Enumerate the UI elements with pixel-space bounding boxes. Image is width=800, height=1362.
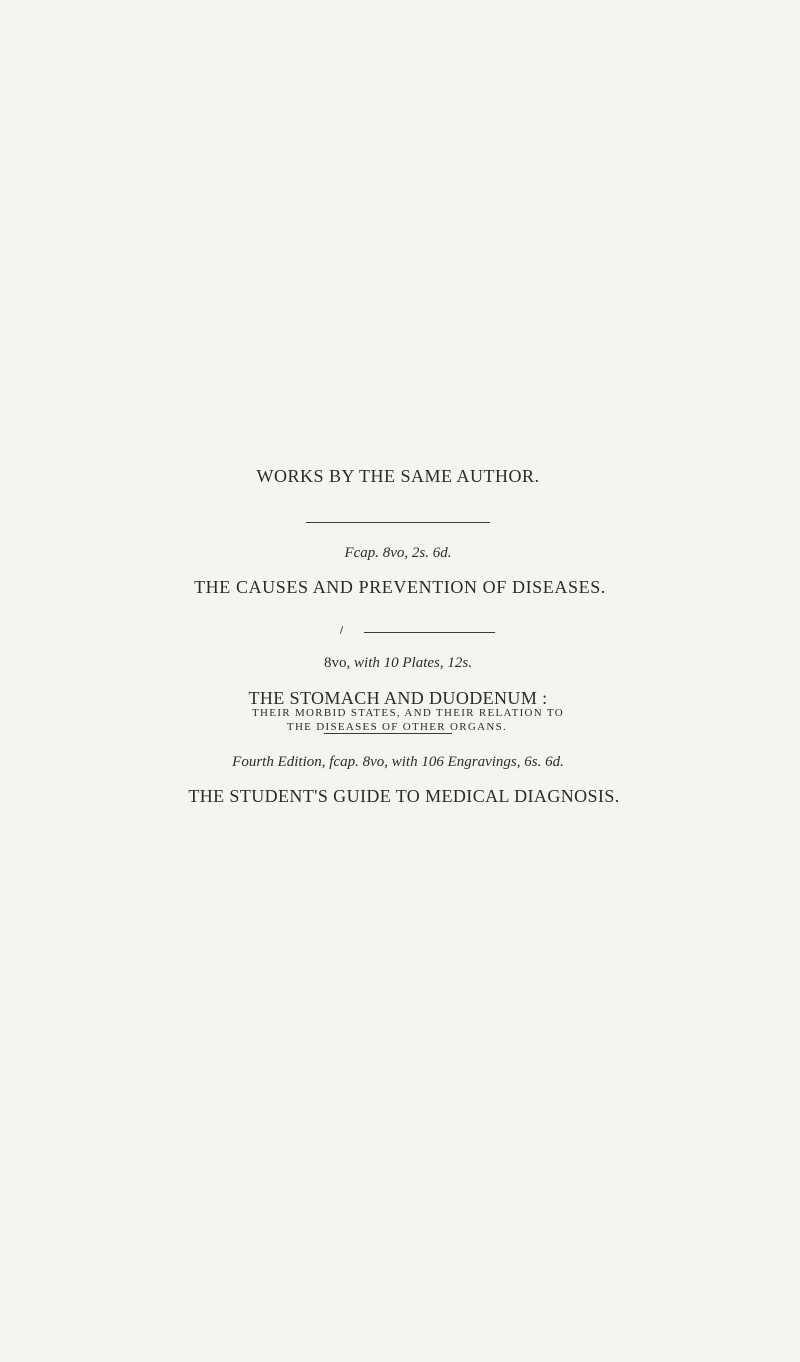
divider-rule — [440, 632, 495, 633]
page-heading: WORKS BY THE SAME AUTHOR. — [256, 466, 540, 486]
work-2-subtitle-line2: THE DISEASES OF OTHER ORGANS. — [286, 721, 508, 733]
divider-rule — [364, 632, 440, 633]
divider-rule — [306, 522, 490, 523]
divider-rule — [324, 733, 452, 734]
work-2-format — [0, 655, 798, 672]
work-1-title: THE CAUSES AND PREVENTION OF DISEASES. — [194, 577, 606, 597]
work-1-format: Fcap. 8vo, 2s. 6d. — [344, 545, 452, 561]
work-2-format-italic: with 10 Plates, 12s. — [354, 655, 472, 671]
ink-mark — [340, 626, 343, 634]
work-3-format: Fourth Edition, fcap. 8vo, with 106 Engravings, 6s. 6d. — [232, 754, 564, 770]
work-2-title: THE STOMACH AND DUODENUM : — [248, 688, 548, 708]
work-2-subtitle-line1: THEIR MORBID STATES, AND THEIR RELATION TO — [252, 707, 564, 719]
work-2-format-plain: 8vo, — [324, 655, 355, 671]
work-3-title: THE STUDENT'S GUIDE TO MEDICAL DIAGNOSIS. — [188, 786, 620, 806]
